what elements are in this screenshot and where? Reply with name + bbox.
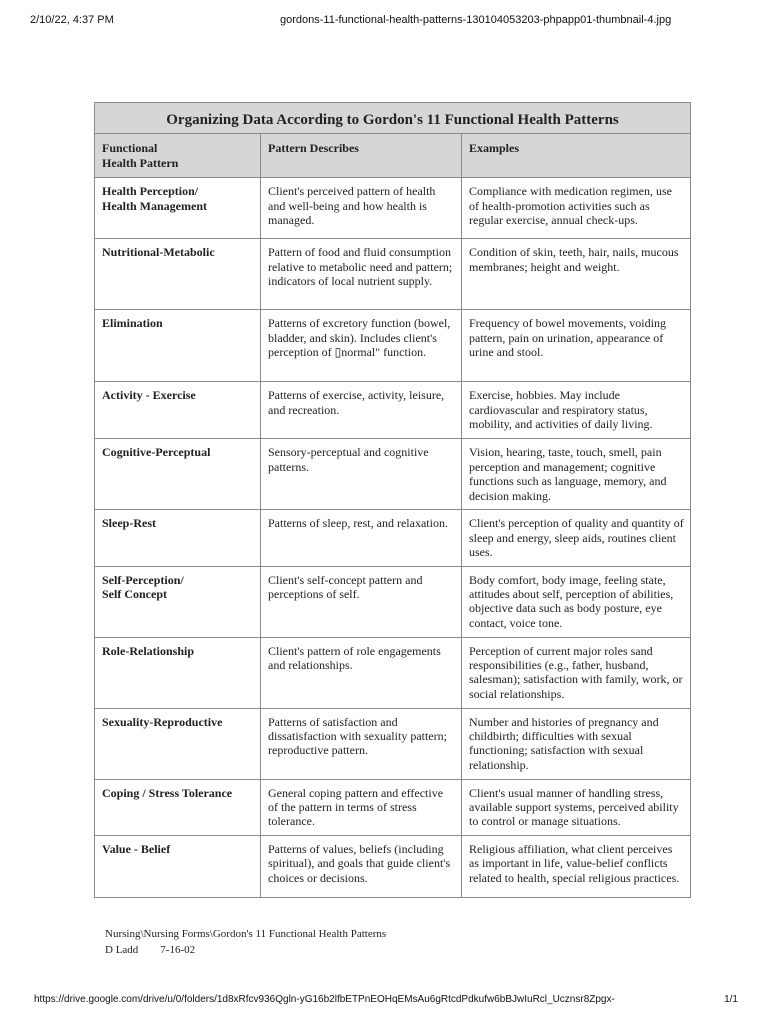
table-body — [95, 178, 691, 897]
author-date: 7-16-02 — [160, 944, 196, 956]
author-name: D Ladd — [105, 944, 139, 956]
table-row — [95, 566, 691, 637]
examples-cell: Perception of current major roles sand responsibilities (e.g., father, husband, salesman); satisfaction with family, work, or social relationships. — [462, 637, 691, 708]
pattern-describes-cell: Client's pattern of role engagements and relationships. — [261, 637, 462, 708]
table-row — [95, 178, 691, 239]
table-title-row — [95, 103, 691, 134]
pattern-name-cell: Cognitive-Perceptual — [95, 439, 261, 510]
table-row — [95, 708, 691, 779]
header-pattern-describes: Pattern Describes — [261, 134, 462, 178]
table-row — [95, 510, 691, 566]
pattern-name-cell: Activity - Exercise — [95, 382, 261, 439]
pattern-describes-cell: General coping pattern and effective of the pattern in terms of stress tolerance. — [261, 779, 462, 835]
examples-cell: Exercise, hobbies. May include cardiovascular and respiratory status, mobility, and activities of daily living. — [462, 382, 691, 439]
print-header — [30, 14, 738, 28]
pattern-describes-cell: Patterns of excretory function (bowel, bladder, and skin). Includes client's perception of ▯normal" function. — [261, 310, 462, 382]
table-row — [95, 310, 691, 382]
header-examples: Examples — [462, 134, 691, 178]
pattern-describes-cell: Client's perceived pattern of health and well-being and how health is managed. — [261, 178, 462, 239]
document-footer — [105, 926, 386, 958]
table-title: Organizing Data According to Gordon's 11 Functional Health Patterns — [95, 103, 691, 134]
table-header-row — [95, 134, 691, 178]
examples-cell: Frequency of bowel movements, voiding pattern, pain on urination, appearance of urine and stool. — [462, 310, 691, 382]
print-footer — [30, 994, 738, 1008]
functional-health-patterns-table-wrap — [94, 102, 690, 898]
examples-cell: Vision, hearing, taste, touch, smell, pain perception and management; cognitive functions such as language, memory, and decision making. — [462, 439, 691, 510]
table-row — [95, 239, 691, 310]
pattern-name-cell: Role-Relationship — [95, 637, 261, 708]
examples-cell: Client's usual manner of handling stress, available support systems, perceived ability to control or manage situations. — [462, 779, 691, 835]
examples-cell: Compliance with medication regimen, use of health-promotion activities such as regular exercise, annual check-ups. — [462, 178, 691, 239]
pattern-describes-cell: Client's self-concept pattern and perceptions of self. — [261, 566, 462, 637]
pattern-name-cell: Elimination — [95, 310, 261, 382]
print-datetime: 2/10/22, 4:37 PM — [30, 14, 114, 26]
examples-cell: Religious affiliation, what client perceives as important in life, value-belief conflicts related to health, special religious practices. — [462, 835, 691, 897]
pattern-describes-cell: Pattern of food and fluid consumption relative to metabolic need and pattern; indicators of local nutrient supply. — [261, 239, 462, 310]
pattern-name-cell: Sleep-Rest — [95, 510, 261, 566]
table-row — [95, 382, 691, 439]
pattern-name-cell: Health Perception/ Health Management — [95, 178, 261, 239]
pattern-name-cell: Sexuality-Reproductive — [95, 708, 261, 779]
table-row — [95, 439, 691, 510]
pattern-name-cell: Coping / Stress Tolerance — [95, 779, 261, 835]
functional-health-patterns-table — [94, 102, 691, 898]
pattern-name-cell: Nutritional-Metabolic — [95, 239, 261, 310]
pattern-name-cell: Value - Belief — [95, 835, 261, 897]
table-row — [95, 637, 691, 708]
print-filename: gordons-11-functional-health-patterns-130104053203-phpapp01-thumbnail-4.jpg — [280, 14, 672, 26]
table-row — [95, 779, 691, 835]
document-path: Nursing\Nursing Forms\Gordon's 11 Functional Health Patterns — [105, 928, 387, 940]
print-url: https://drive.google.com/drive/u/0/folders/1d8xRfcv936Qgln-yG16b2lfbETPnEOHqEMsAu6gRtcdPdkufw6bBJwIuRcl_Ucznsr8Zpgx- — [34, 994, 615, 1005]
pattern-describes-cell: Patterns of values, beliefs (including spiritual), and goals that guide client's choices or decisions. — [261, 835, 462, 897]
header-functional-health-pattern: Functional Health Pattern — [95, 134, 261, 178]
table-row — [95, 835, 691, 897]
pattern-describes-cell: Patterns of sleep, rest, and relaxation. — [261, 510, 462, 566]
pattern-name-cell: Self-Perception/ Self Concept — [95, 566, 261, 637]
author-line — [105, 942, 386, 958]
examples-cell: Condition of skin, teeth, hair, nails, mucous membranes; height and weight. — [462, 239, 691, 310]
examples-cell: Body comfort, body image, feeling state, attitudes about self, perception of abilities, objective data such as body posture, eye contact, voice tone. — [462, 566, 691, 637]
examples-cell: Number and histories of pregnancy and childbirth; difficulties with sexual functioning; satisfaction with sexual relationship. — [462, 708, 691, 779]
pattern-describes-cell: Sensory-perceptual and cognitive patterns. — [261, 439, 462, 510]
pattern-describes-cell: Patterns of satisfaction and dissatisfaction with sexuality pattern; reproductive pattern. — [261, 708, 462, 779]
examples-cell: Client's perception of quality and quantity of sleep and energy, sleep aids, routines client uses. — [462, 510, 691, 566]
print-page-number: 1/1 — [724, 994, 738, 1005]
pattern-describes-cell: Patterns of exercise, activity, leisure, and recreation. — [261, 382, 462, 439]
